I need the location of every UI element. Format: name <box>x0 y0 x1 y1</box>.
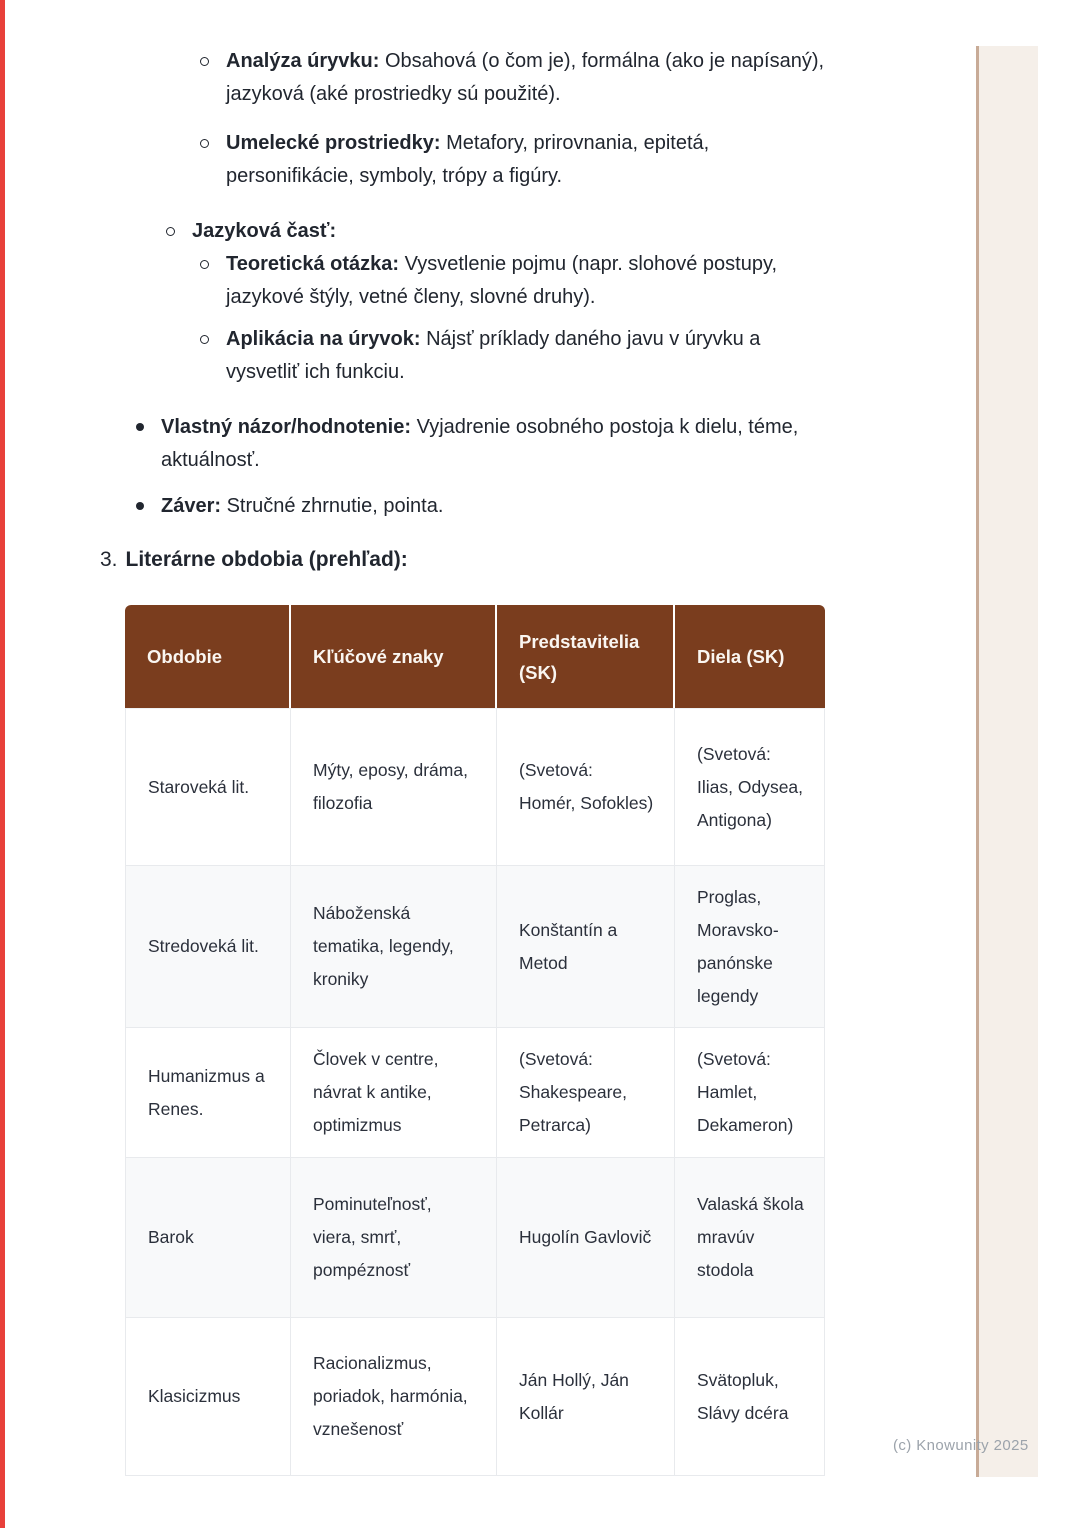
section-heading-literarne-obdobia <box>100 543 830 576</box>
copyright-watermark: (c) Knowunity 2025 <box>893 1437 1029 1454</box>
table-header-klucove-znaky: Kľúčové znaky <box>291 605 497 708</box>
list-item-aplikacia-na-uryvok <box>200 323 830 389</box>
literary-periods-table <box>125 605 825 1476</box>
table-cell: Proglas, Moravsko-panónske legendy <box>675 866 825 1028</box>
term-label: Záver: <box>161 495 222 517</box>
left-accent-bar <box>0 0 5 1528</box>
list-item-teoreticka-otazka <box>200 248 830 314</box>
table-cell: Humanizmus a Renes. <box>125 1028 291 1158</box>
table-header-diela: Diela (SK) <box>675 605 825 708</box>
hollow-bullet-icon <box>200 260 209 269</box>
term-label: Jazyková časť: <box>192 220 337 242</box>
table-cell: Valaská škola mravúv stodola <box>675 1158 825 1318</box>
table-cell: Klasicizmus <box>125 1318 291 1476</box>
term-description: Metafory, prirovnania, epitetá, personifikácie, symboly, trópy a figúry. <box>226 132 710 187</box>
list-item-text <box>161 490 443 523</box>
notes-content <box>100 45 830 576</box>
table-row-humanizmus <box>125 1028 825 1158</box>
right-side-strip <box>976 46 1038 1477</box>
filled-bullet-icon <box>136 423 144 431</box>
table-cell: Mýty, eposy, dráma, filozofia <box>291 708 497 866</box>
list-item-text <box>161 411 830 477</box>
table-cell: (Svetová: Hamlet, Dekameron) <box>675 1028 825 1158</box>
hollow-bullet-icon <box>200 57 209 66</box>
table-cell: Náboženská tematika, legendy, kroniky <box>291 866 497 1028</box>
list-item-text <box>226 45 830 111</box>
term-description: Nájsť príklady daného javu v úryvku a vysvetliť ich funkciu. <box>226 328 761 383</box>
table-cell: Hugolín Gavlovič <box>497 1158 675 1318</box>
table-row-staroveka <box>125 708 825 866</box>
list-item-text <box>226 127 830 193</box>
term-label: Teoretická otázka: <box>226 253 400 275</box>
list-item-analyza-uryvku <box>200 45 830 111</box>
list-item-text <box>226 248 830 314</box>
table-cell: Svätopluk, Slávy dcéra <box>675 1318 825 1476</box>
table-cell: (Svetová: Homér, Sofokles) <box>497 708 675 866</box>
term-label: Analýza úryvku: <box>226 50 380 72</box>
table-cell: Konštantín a Metod <box>497 866 675 1028</box>
list-item-vlastny-nazor <box>136 411 830 477</box>
term-description: Vysvetlenie pojmu (napr. slohové postupy, jazykové štýly, vetné členy, slovné druhy). <box>226 253 778 308</box>
table-cell: Ján Hollý, Ján Kollár <box>497 1318 675 1476</box>
hollow-bullet-icon <box>166 227 175 236</box>
filled-bullet-icon <box>136 502 144 510</box>
table-cell: Človek v centre, návrat k antike, optimizmus <box>291 1028 497 1158</box>
list-item-text <box>226 323 830 389</box>
hollow-bullet-icon <box>200 335 209 344</box>
list-item-zaver <box>136 490 830 523</box>
table-cell: (Svetová: Shakespeare, Petrarca) <box>497 1028 675 1158</box>
list-item-jazykova-cast <box>166 215 830 248</box>
table-cell: Pominuteľnosť, viera, smrť, pompéznosť <box>291 1158 497 1318</box>
table-cell: Staroveká lit. <box>125 708 291 866</box>
table-row-barok <box>125 1158 825 1318</box>
table-cell: Barok <box>125 1158 291 1318</box>
list-item-umelecke-prostriedky <box>200 127 830 193</box>
table-header-predstavitelia: Predstavitelia (SK) <box>497 605 675 708</box>
table-cell: Racionalizmus, poriadok, harmónia, vznešenosť <box>291 1318 497 1476</box>
section-number: 3. <box>100 548 118 571</box>
term-label: Aplikácia na úryvok: <box>226 328 421 350</box>
table-cell: (Svetová: Ilias, Odysea, Antigona) <box>675 708 825 866</box>
section-title: Literárne obdobia (prehľad): <box>125 548 408 571</box>
term-description: Stručné zhrnutie, pointa. <box>226 495 444 517</box>
term-description: Obsahová (o čom je), formálna (ako je napísaný), jazyková (aké prostriedky sú použité). <box>226 50 825 105</box>
term-label: Vlastný názor/hodnotenie: <box>161 416 412 438</box>
term-description: Vyjadrenie osobného postoja k dielu, téme, aktuálnosť. <box>161 416 799 471</box>
table-row-klasicizmus <box>125 1318 825 1476</box>
list-item-text <box>192 215 336 248</box>
table-cell: Stredoveká lit. <box>125 866 291 1028</box>
hollow-bullet-icon <box>200 139 209 148</box>
table-header-row <box>125 605 825 708</box>
table-header-obdobie: Obdobie <box>125 605 291 708</box>
term-label: Umelecké prostriedky: <box>226 132 441 154</box>
table-row-stredoveka <box>125 866 825 1028</box>
